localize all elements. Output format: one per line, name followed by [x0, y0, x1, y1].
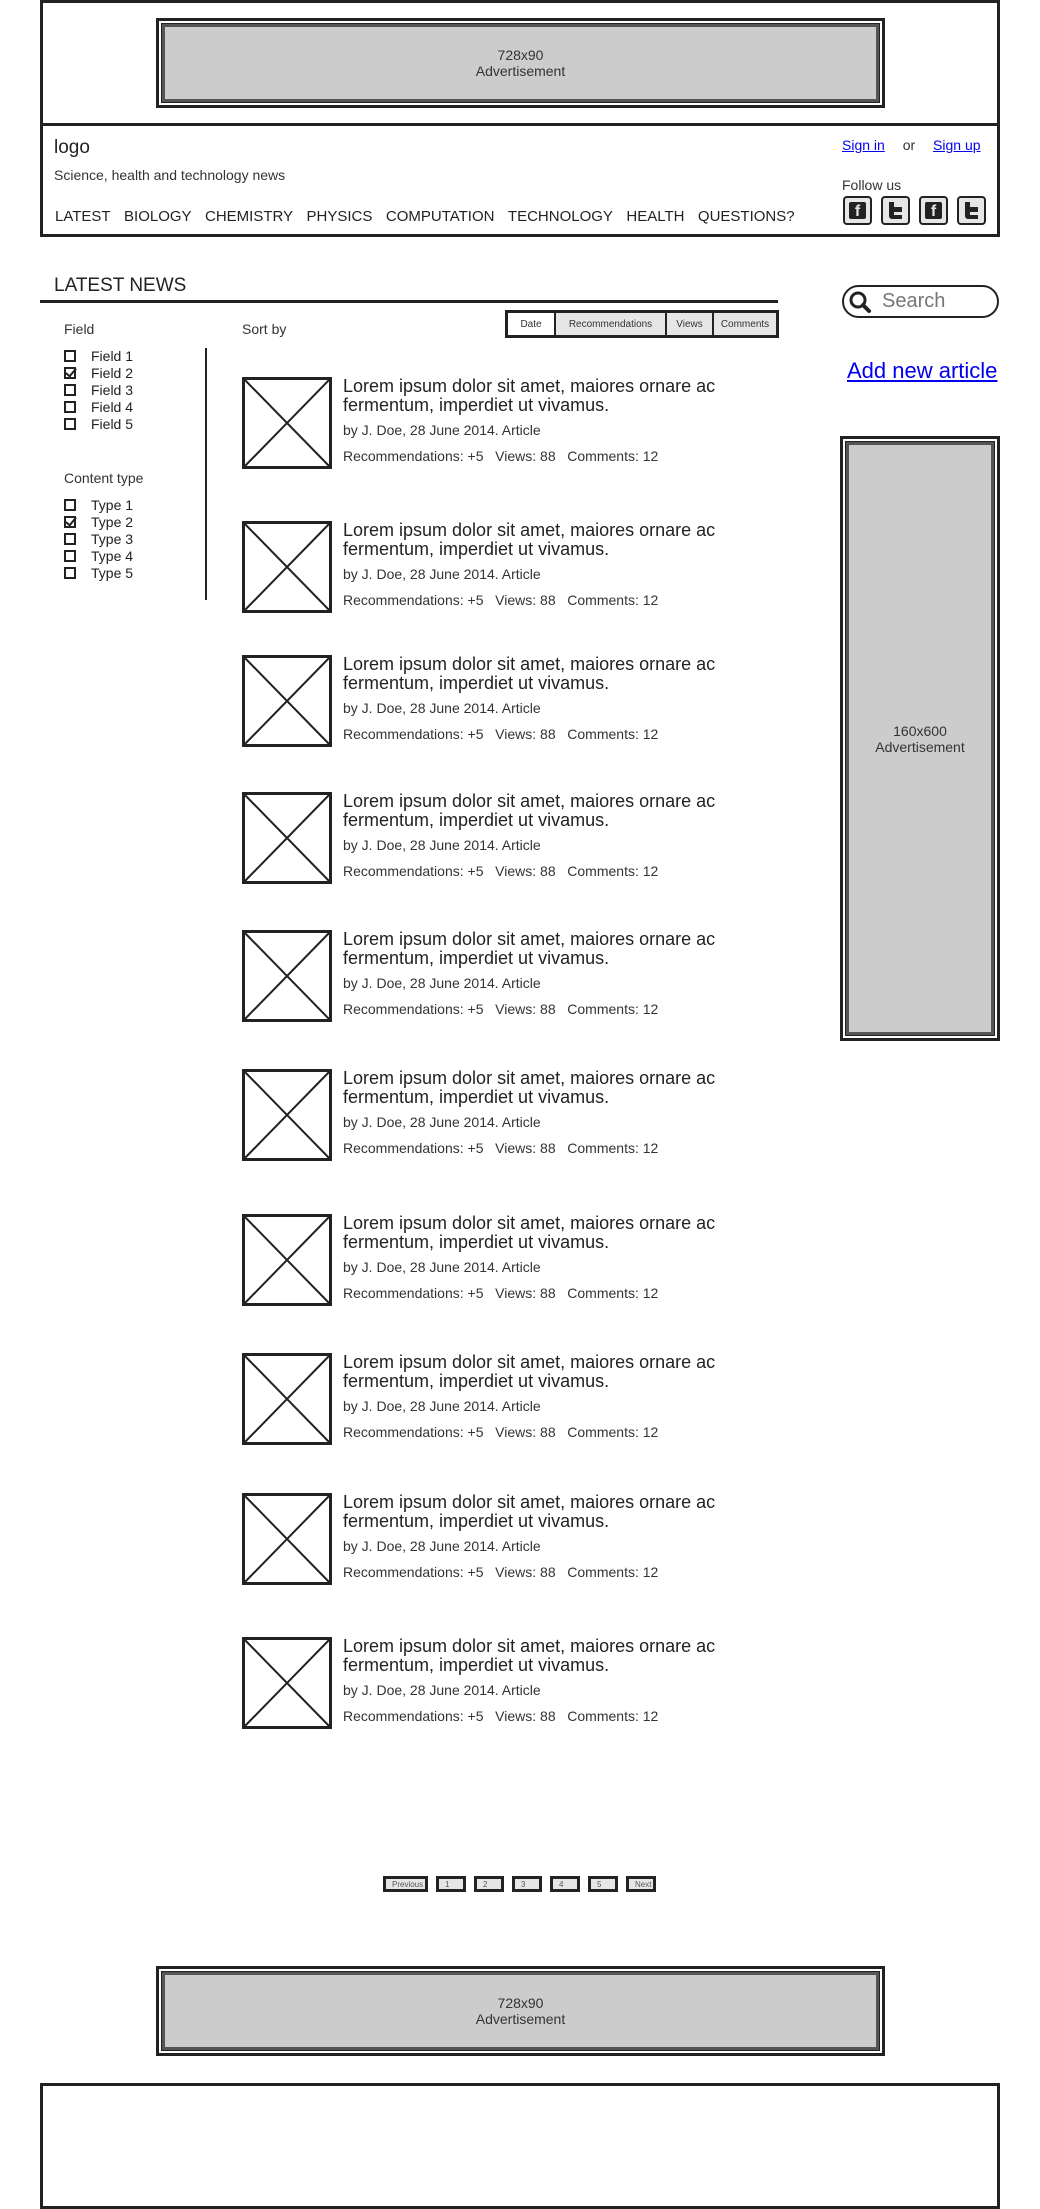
facebook-icon: f: [849, 202, 866, 219]
bottom-ad-size: 728x90: [497, 1995, 544, 2011]
article-title[interactable]: Lorem ipsum dolor sit amet, maiores ornare ac fermentum, imperdiet ut vivamus.: [343, 1213, 716, 1252]
checkbox[interactable]: [64, 550, 76, 562]
article-byline: by J. Doe, 28 June 2014. Article: [343, 1682, 541, 1698]
views-count: 88: [540, 1285, 556, 1301]
article-byline: by J. Doe, 28 June 2014. Article: [343, 1259, 541, 1275]
article-stats: [343, 726, 658, 742]
twitter-icon: [963, 201, 980, 220]
facebook-icon: f: [925, 202, 942, 219]
sort-tab-date[interactable]: Date: [508, 313, 554, 335]
page-4[interactable]: 4: [550, 1876, 580, 1892]
recommendations-label: Recommendations:: [343, 1285, 464, 1301]
nav-chemistry[interactable]: CHEMISTRY: [205, 208, 294, 225]
article-byline: by J. Doe, 28 June 2014. Article: [343, 1398, 541, 1414]
twitter-link[interactable]: [957, 196, 986, 225]
checkbox[interactable]: [64, 499, 76, 511]
tagline: Science, health and technology news: [54, 167, 286, 183]
footer: [40, 2083, 1000, 2209]
comments-label: Comments:: [567, 1001, 639, 1017]
comments-count: 12: [642, 592, 659, 608]
recommendations-label: Recommendations:: [343, 1001, 464, 1017]
bottom-ad-placeholder: [162, 1972, 879, 2050]
top-ad-placeholder: [162, 24, 879, 102]
article-item: [242, 1069, 762, 1161]
article-title[interactable]: Lorem ipsum dolor sit amet, maiores ornare ac fermentum, imperdiet ut vivamus.: [343, 654, 716, 693]
views-count: 88: [540, 592, 556, 608]
views-label: Views:: [495, 726, 537, 742]
content-type-list: [64, 496, 133, 581]
views-label: Views:: [495, 448, 537, 464]
views-label: Views:: [495, 1001, 537, 1017]
recommendations-count: +5: [467, 726, 484, 742]
sidebar-ad-placeholder: [846, 442, 994, 1035]
article-stats: [343, 863, 658, 879]
views-count: 88: [540, 863, 556, 879]
checkbox[interactable]: [64, 418, 76, 430]
field-option-label: Field 4: [91, 398, 134, 415]
field-filter-list: [64, 347, 133, 432]
nav-health[interactable]: HEALTH: [626, 208, 685, 225]
image-placeholder-icon[interactable]: [242, 930, 332, 1022]
sidebar-ad-label: Advertisement: [875, 738, 965, 755]
search-box[interactable]: [842, 285, 999, 318]
content-type-option-label: Type 2: [91, 513, 134, 530]
recommendations-label: Recommendations:: [343, 1424, 464, 1440]
sign-up-link[interactable]: Sign up: [933, 137, 981, 153]
views-count: 88: [540, 1001, 556, 1017]
bottom-advertisement[interactable]: [156, 1966, 885, 2056]
article-title[interactable]: Lorem ipsum dolor sit amet, maiores ornare ac fermentum, imperdiet ut vivamus.: [343, 1352, 716, 1391]
views-label: Views:: [495, 1708, 537, 1724]
pagination-previous[interactable]: Previous: [383, 1876, 428, 1892]
sort-tabs: [505, 310, 779, 338]
pagination: [383, 1876, 664, 1892]
sort-tab-comments[interactable]: Comments: [712, 313, 776, 335]
facebook-link[interactable]: [843, 196, 872, 225]
article-stats: [343, 1564, 658, 1580]
content-type-option[interactable]: [64, 496, 133, 513]
recommendations-count: +5: [467, 1424, 484, 1440]
article-title[interactable]: Lorem ipsum dolor sit amet, maiores ornare ac fermentum, imperdiet ut vivamus.: [343, 520, 716, 559]
views-count: 88: [540, 448, 556, 464]
article-item: [242, 1637, 762, 1729]
article-item: [242, 377, 762, 469]
comments-label: Comments:: [567, 1140, 639, 1156]
comments-count: 12: [642, 1001, 659, 1017]
checkbox[interactable]: [64, 384, 76, 396]
article-item: [242, 792, 762, 884]
follow-us-label: Follow us: [842, 177, 902, 193]
header-divider: [40, 123, 1000, 126]
comments-label: Comments:: [567, 726, 639, 742]
content-type-option-label: Type 1: [91, 496, 134, 513]
image-placeholder-icon[interactable]: [242, 1353, 332, 1445]
image-placeholder-icon[interactable]: [242, 655, 332, 747]
views-label: Views:: [495, 1424, 537, 1440]
checkbox[interactable]: [64, 533, 76, 545]
image-placeholder-icon[interactable]: [242, 377, 332, 469]
checkbox[interactable]: [64, 567, 76, 579]
article-title[interactable]: Lorem ipsum dolor sit amet, maiores ornare ac fermentum, imperdiet ut vivamus.: [343, 1636, 716, 1675]
recommendations-count: +5: [467, 1708, 484, 1724]
field-filter-title: Field: [64, 321, 95, 337]
views-label: Views:: [495, 592, 537, 608]
sidebar-ad-size: 160x600: [893, 722, 947, 739]
recommendations-count: +5: [467, 1564, 484, 1580]
field-option-label: Field 3: [91, 381, 134, 398]
checkbox[interactable]: [64, 350, 76, 362]
facebook-link[interactable]: [919, 196, 948, 225]
page-5[interactable]: 5: [588, 1876, 618, 1892]
sign-in-link[interactable]: Sign in: [842, 137, 885, 153]
filter-divider: [205, 348, 207, 600]
field-option[interactable]: [64, 364, 133, 381]
comments-count: 12: [642, 863, 659, 879]
views-count: 88: [540, 1708, 556, 1724]
comments-label: Comments:: [567, 448, 639, 464]
article-item: [242, 1214, 762, 1306]
comments-count: 12: [642, 726, 659, 742]
main-nav: [55, 208, 804, 226]
recommendations-count: +5: [467, 448, 484, 464]
top-ad-size: 728x90: [497, 47, 544, 63]
comments-label: Comments:: [567, 1285, 639, 1301]
article-stats: [343, 592, 658, 608]
article-stats: [343, 1285, 658, 1301]
sort-tab-recommendations[interactable]: Recommendations: [554, 313, 665, 335]
comments-count: 12: [642, 1285, 659, 1301]
search-input[interactable]: [880, 289, 994, 314]
recommendations-label: Recommendations:: [343, 448, 464, 464]
field-option-label: Field 5: [91, 415, 134, 432]
logo[interactable]: logo: [54, 137, 90, 158]
article-title[interactable]: Lorem ipsum dolor sit amet, maiores ornare ac fermentum, imperdiet ut vivamus.: [343, 791, 716, 830]
views-label: Views:: [495, 1140, 537, 1156]
comments-count: 12: [642, 1424, 659, 1440]
field-option[interactable]: [64, 381, 133, 398]
content-type-option[interactable]: [64, 547, 133, 564]
article-byline: by J. Doe, 28 June 2014. Article: [343, 422, 541, 438]
sidebar-advertisement[interactable]: [840, 436, 1000, 1041]
views-count: 88: [540, 726, 556, 742]
bottom-ad-label: Advertisement: [475, 2011, 566, 2027]
add-new-article-link[interactable]: Add new article: [847, 358, 998, 383]
article-item: [242, 1493, 762, 1585]
comments-label: Comments:: [567, 1564, 639, 1580]
image-placeholder-icon[interactable]: [242, 1069, 332, 1161]
image-placeholder-icon[interactable]: [242, 521, 332, 613]
recommendations-label: Recommendations:: [343, 1564, 464, 1580]
recommendations-count: +5: [467, 863, 484, 879]
content-type-option-label: Type 5: [91, 564, 134, 581]
social-links: [843, 196, 986, 225]
heading-underline: [40, 300, 778, 303]
comments-label: Comments:: [567, 592, 639, 608]
recommendations-label: Recommendations:: [343, 1708, 464, 1724]
page-2[interactable]: 2: [474, 1876, 504, 1892]
twitter-icon: [887, 201, 904, 220]
image-placeholder-icon[interactable]: [242, 1637, 332, 1729]
article-title[interactable]: Lorem ipsum dolor sit amet, maiores ornare ac fermentum, imperdiet ut vivamus.: [343, 1492, 716, 1531]
recommendations-count: +5: [467, 1001, 484, 1017]
recommendations-label: Recommendations:: [343, 863, 464, 879]
views-count: 88: [540, 1140, 556, 1156]
article-stats: [343, 448, 658, 464]
nav-computation[interactable]: COMPUTATION: [385, 208, 495, 225]
recommendations-count: +5: [467, 1285, 484, 1301]
page-title: LATEST NEWS: [54, 275, 187, 296]
comments-count: 12: [642, 1140, 659, 1156]
comments-label: Comments:: [567, 1708, 639, 1724]
views-count: 88: [540, 1424, 556, 1440]
content-type-option[interactable]: [64, 513, 133, 530]
nav-physics[interactable]: PHYSICS: [306, 208, 373, 225]
article-byline: by J. Doe, 28 June 2014. Article: [343, 1538, 541, 1554]
checkbox[interactable]: [64, 367, 76, 379]
article-byline: by J. Doe, 28 June 2014. Article: [343, 837, 541, 853]
recommendations-count: +5: [467, 592, 484, 608]
article-title[interactable]: Lorem ipsum dolor sit amet, maiores ornare ac fermentum, imperdiet ut vivamus.: [343, 376, 716, 415]
content-type-option[interactable]: [64, 530, 133, 547]
recommendations-label: Recommendations:: [343, 726, 464, 742]
nav-questions[interactable]: QUESTIONS?: [697, 208, 795, 225]
views-label: Views:: [495, 1285, 537, 1301]
article-item: [242, 655, 762, 747]
article-item: [242, 930, 762, 1022]
article-item: [242, 521, 762, 613]
page-3[interactable]: 3: [512, 1876, 542, 1892]
image-placeholder-icon[interactable]: [242, 792, 332, 884]
recommendations-label: Recommendations:: [343, 592, 464, 608]
nav-technology[interactable]: TECHNOLOGY: [507, 208, 613, 225]
sort-by-label: Sort by: [242, 321, 287, 337]
comments-count: 12: [642, 1564, 659, 1580]
image-placeholder-icon[interactable]: [242, 1214, 332, 1306]
comments-count: 12: [642, 448, 659, 464]
content-type-option-label: Type 4: [91, 547, 134, 564]
image-placeholder-icon[interactable]: [242, 1493, 332, 1585]
comments-label: Comments:: [567, 1424, 639, 1440]
article-stats: [343, 1140, 658, 1156]
article-stats: [343, 1424, 658, 1440]
checkbox[interactable]: [64, 516, 76, 528]
top-advertisement[interactable]: [156, 18, 885, 108]
views-label: Views:: [495, 863, 537, 879]
nav-biology[interactable]: BIOLOGY: [124, 208, 192, 225]
views-label: Views:: [495, 1564, 537, 1580]
comments-label: Comments:: [567, 863, 639, 879]
article-byline: by J. Doe, 28 June 2014. Article: [343, 700, 541, 716]
article-title[interactable]: Lorem ipsum dolor sit amet, maiores ornare ac fermentum, imperdiet ut vivamus.: [343, 929, 716, 968]
recommendations-label: Recommendations:: [343, 1140, 464, 1156]
content-type-option-label: Type 3: [91, 530, 134, 547]
article-stats: [343, 1708, 658, 1724]
auth-links: [842, 137, 981, 153]
views-count: 88: [540, 1564, 556, 1580]
content-type-title: Content type: [64, 470, 144, 486]
article-item: [242, 1353, 762, 1445]
twitter-link[interactable]: [881, 196, 910, 225]
search-icon: [848, 290, 872, 314]
pagination-next[interactable]: Next: [626, 1876, 656, 1892]
or-text: or: [902, 137, 916, 153]
checkbox[interactable]: [64, 401, 76, 413]
nav-latest[interactable]: LATEST: [55, 208, 111, 225]
article-byline: by J. Doe, 28 June 2014. Article: [343, 1114, 541, 1130]
field-option-label: Field 2: [91, 364, 134, 381]
field-option[interactable]: [64, 347, 133, 364]
page-1[interactable]: 1: [436, 1876, 466, 1892]
article-title[interactable]: Lorem ipsum dolor sit amet, maiores ornare ac fermentum, imperdiet ut vivamus.: [343, 1068, 716, 1107]
top-ad-label: Advertisement: [475, 63, 566, 79]
article-stats: [343, 1001, 658, 1017]
content-type-option[interactable]: [64, 564, 133, 581]
comments-count: 12: [642, 1708, 659, 1724]
field-option-label: Field 1: [91, 347, 134, 364]
field-option[interactable]: [64, 415, 133, 432]
article-byline: by J. Doe, 28 June 2014. Article: [343, 975, 541, 991]
sort-tab-views[interactable]: Views: [665, 313, 712, 335]
field-option[interactable]: [64, 398, 133, 415]
recommendations-count: +5: [467, 1140, 484, 1156]
article-byline: by J. Doe, 28 June 2014. Article: [343, 566, 541, 582]
